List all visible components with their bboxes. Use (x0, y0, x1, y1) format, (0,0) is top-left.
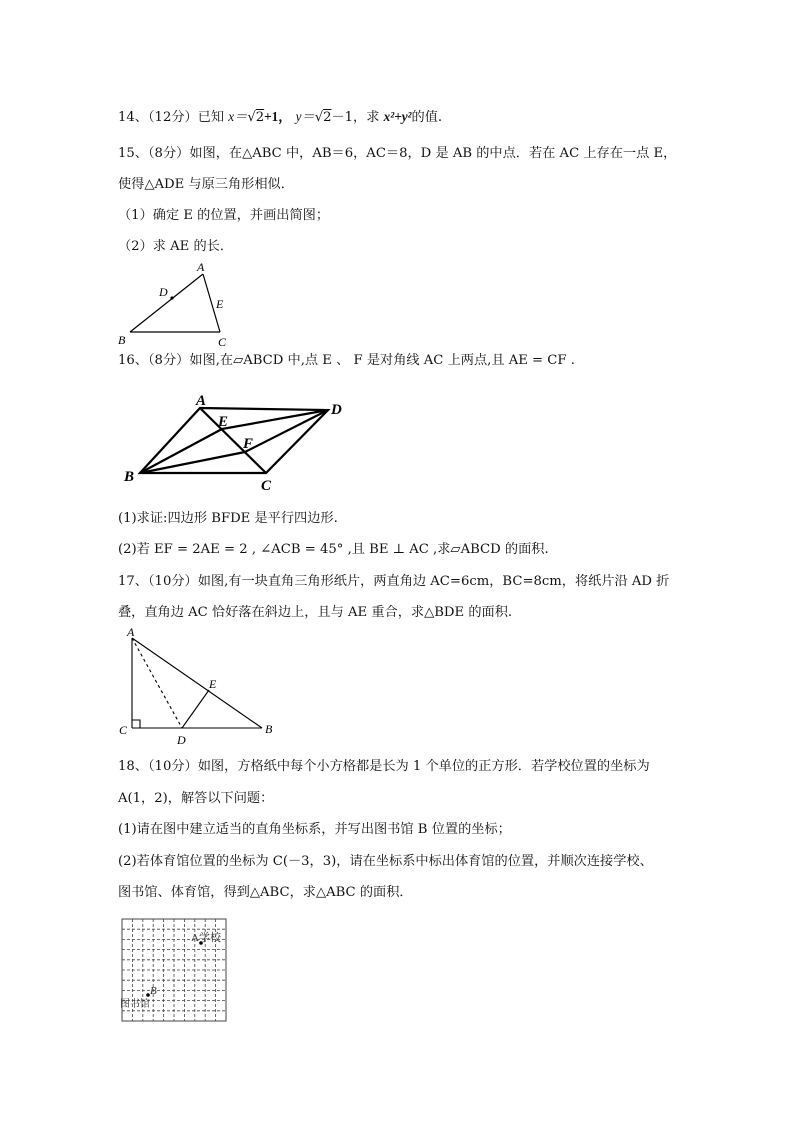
q18-line3: (1)请在图中建立适当的直角坐标系，并写出图书馆 B 位置的坐标； (118, 822, 511, 837)
q14-line (118, 108, 442, 127)
q18-line5: 图书馆、体育馆，得到△ABC，求△ABC 的面积． (118, 885, 413, 900)
q15-line4: （2）求 AE 的长． (118, 239, 234, 254)
q17-line2: 叠，直角边 AC 恰好落在斜边上，且与 AE 重合，求△BDE 的面积. (118, 605, 513, 620)
q14-plus1: +1， (264, 109, 292, 124)
q18-grid-figure (118, 915, 233, 1025)
q15-label-e: E (216, 297, 224, 311)
q14-number: 14、（12分）已知 (118, 110, 225, 125)
q14-minus1: －1，求 (331, 110, 380, 125)
q14-tail: 的值. (411, 110, 443, 125)
q16-label-f: F (243, 436, 254, 452)
q14-sqrt-b: 2 (323, 110, 332, 125)
q15-label-a: A (197, 260, 205, 274)
q16-parallelogram-figure (118, 390, 348, 495)
q14-expr: x²+y² (383, 109, 412, 124)
q17-label-d: D (177, 733, 186, 747)
q16-line3: (2)若 EF = 2AE = 2 , ∠ACB = 45° ,且 BE ⊥ AC ,求▱ABCD 的面积. (118, 542, 549, 557)
q15-label-d: D (159, 285, 168, 299)
q17-label-e: E (209, 677, 217, 691)
q17-line1: 17、（10分）如图,有一块直角三角形纸片，两直角边 AC=6cm，BC=8cm，将纸片沿 AD 折 (118, 574, 670, 589)
q16-label-d: D (331, 402, 342, 418)
q18-line4: (2)若体育馆位置的坐标为 C(－3，3)，请在坐标系中标出体育馆的位置，并顺次连接学校、 (118, 854, 653, 869)
q16-label-e: E (218, 414, 229, 430)
q16-label-a: A (196, 393, 207, 409)
q16-line1: 16、（8分）如图,在▱ABCD 中,点 E 、 F 是对角线 AC 上两点,且 AE = CF . (118, 353, 575, 368)
sqrt-icon: √ (314, 110, 324, 125)
q17-label-b: B (265, 722, 273, 736)
q14-y-eq: y＝ (295, 109, 315, 124)
q15-point-d (170, 296, 173, 299)
q18-line2: A(1，2)，解答以下问题： (118, 791, 274, 806)
sqrt-icon: √ (247, 110, 256, 125)
q18-label-b: B (150, 985, 157, 997)
q17-label-c: C (119, 723, 128, 737)
q15-line2: 使得△ADE 与原三角形相似． (118, 177, 294, 192)
q18-label-a: A学校 (191, 932, 221, 944)
q17-fold-figure (112, 624, 287, 748)
q16-label-c: C (261, 478, 272, 494)
q16-label-b: B (124, 469, 135, 485)
q15-triangle-figure (112, 258, 242, 350)
q18-line1: 18、（10分）如图，方格纸中每个小方格都是长为 1 个单位的正方形．若学校位置的坐标为 (118, 759, 650, 774)
q17-label-a: A (127, 625, 135, 639)
q18-label-library: 图书馆 (120, 999, 150, 1010)
q15-label-b: B (118, 333, 126, 347)
q15-line3: （1）确定 E 的位置，并画出简图； (118, 208, 330, 223)
q14-x-eq: x＝ (228, 109, 248, 124)
q15-line1: 15、（8分）如图，在△ABC 中，AB＝6，AC＝8，D 是 AB 的中点．若在 AC 上存在一点 E， (118, 146, 677, 161)
q14-sqrt-a: 2 (255, 110, 265, 125)
q15-label-c: C (218, 335, 227, 349)
q16-line2: (1)求证:四边形 BFDE 是平行四边形. (118, 511, 338, 526)
